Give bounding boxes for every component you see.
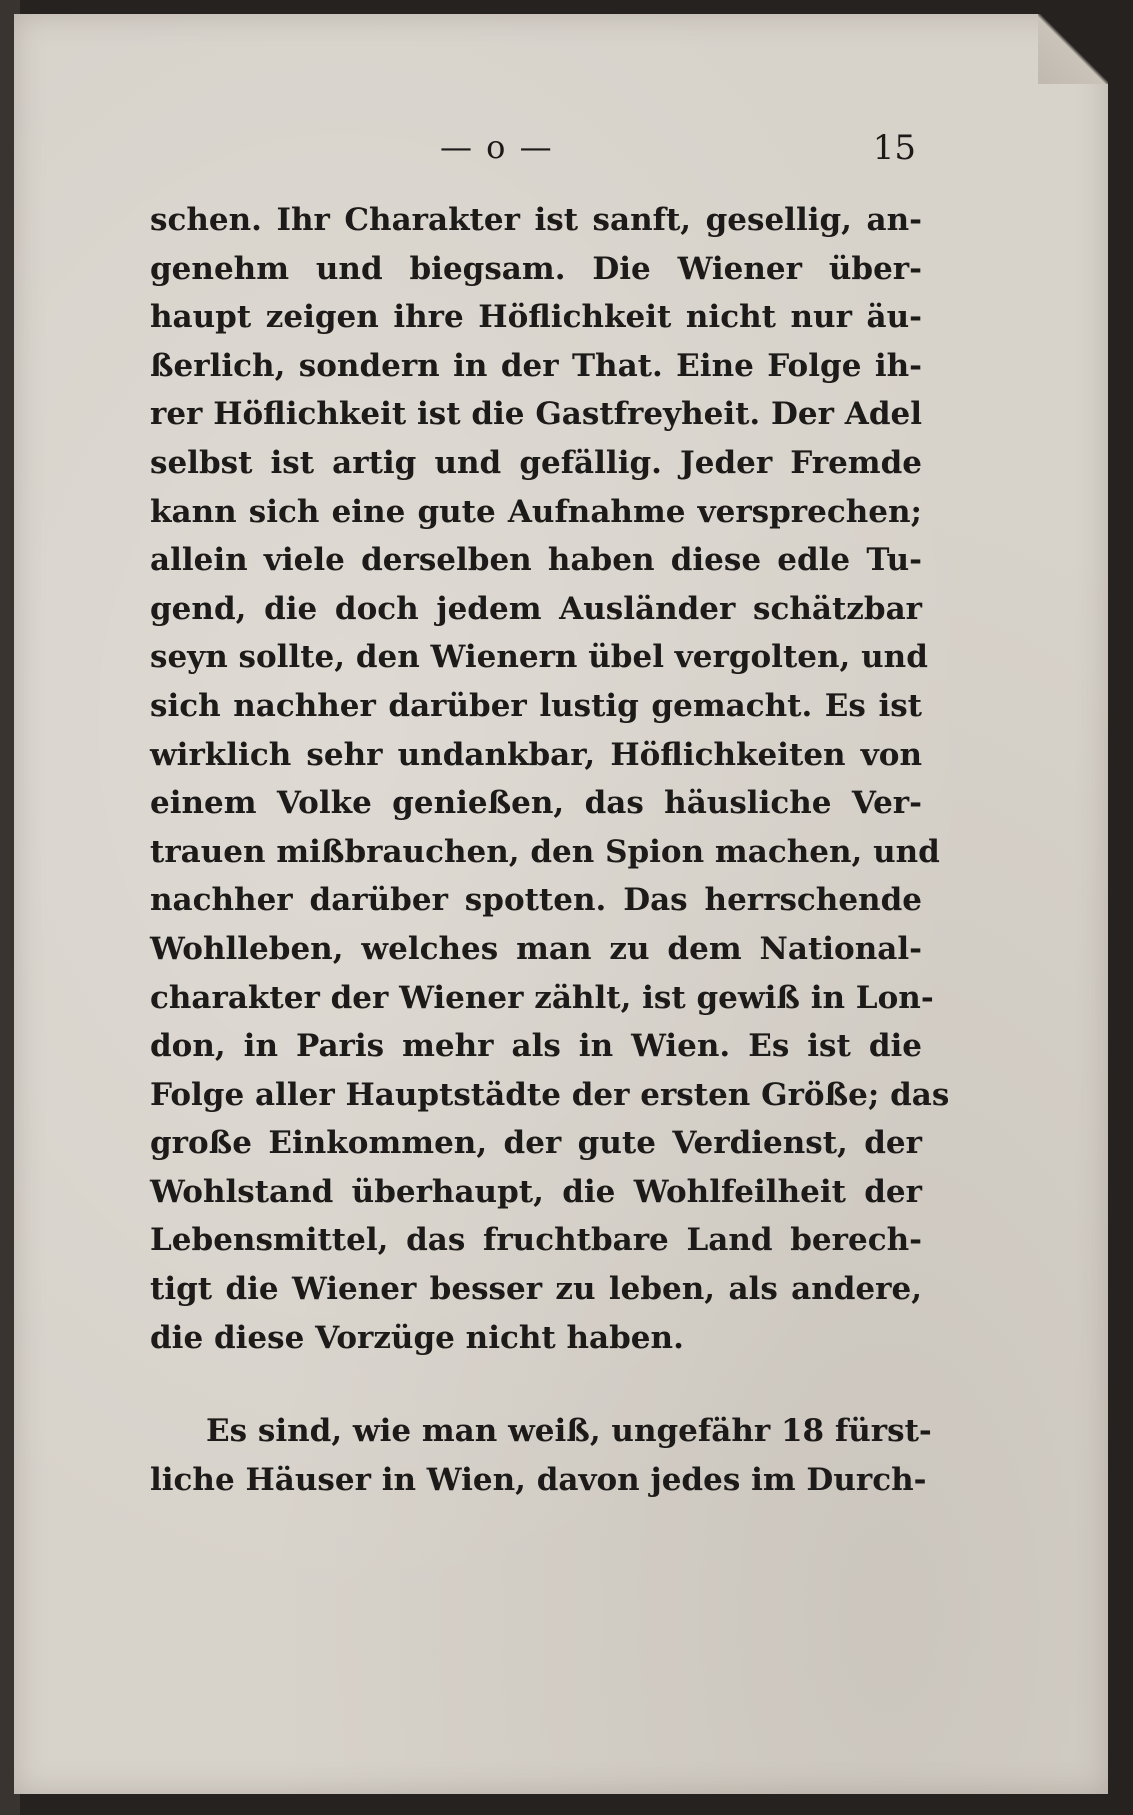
text-line: Es sind, wie man weiß, ungefähr 18 fürst-: [206, 1413, 932, 1450]
header-ornament: — o —: [440, 128, 554, 166]
text-line: liche Häuser in Wien, davon jedes im Durch-: [150, 1461, 927, 1498]
text-line: Wohlstand überhaupt, die Wohlfeilheit der: [150, 1173, 922, 1210]
text-line: Wohlleben, welches man zu dem National-: [150, 930, 922, 967]
text-line: charakter der Wiener zählt, ist gewiß in Lon-: [150, 979, 934, 1016]
text-line: Lebensmittel, das fruchtbare Land berech-: [150, 1222, 922, 1259]
text-line: selbst ist artig und gefällig. Jeder Fremde: [150, 444, 922, 481]
text-line: allein viele derselben haben diese edle Tu-: [150, 542, 922, 579]
text-line: sich nachher darüber lustig gemacht. Es ist: [150, 687, 922, 724]
folded-corner: [1038, 14, 1108, 84]
text-line: wirklich sehr undankbar, Höflichkeiten von: [150, 736, 922, 773]
paragraph-1: [150, 196, 950, 1362]
text-line: Folge aller Hauptstädte der ersten Größe; das: [150, 1076, 950, 1113]
text-line: einem Volke genießen, das häusliche Ver-: [150, 785, 922, 822]
paragraph-gap: [150, 1362, 922, 1407]
text-line: große Einkommen, der gute Verdienst, der: [150, 1125, 922, 1162]
text-line: kann sich eine gute Aufnahme versprechen;: [150, 493, 922, 530]
text-line: rer Höflichkeit ist die Gastfreyheit. Der Adel: [150, 396, 922, 433]
text-line: genehm und biegsam. Die Wiener über-: [150, 250, 922, 287]
text-line: haupt zeigen ihre Höflichkeit nicht nur äu-: [150, 299, 922, 336]
text-line: seyn sollte, den Wienern übel vergolten, und: [150, 639, 928, 676]
text-line: die diese Vorzüge nicht haben.: [150, 1319, 684, 1356]
running-head: [140, 128, 920, 168]
paragraph-2: [150, 1407, 932, 1504]
text-line: gend, die doch jedem Ausländer schätzbar: [150, 590, 922, 627]
body-text: [150, 196, 950, 1504]
text-line: trauen mißbrauchen, den Spion machen, und: [150, 833, 940, 870]
text-line: ßerlich, sondern in der That. Eine Folge ih-: [150, 347, 922, 384]
text-line: don, in Paris mehr als in Wien. Es ist die: [150, 1028, 922, 1065]
page-number: 15: [872, 128, 916, 168]
text-line: schen. Ihr Charakter ist sanft, gesellig, an-: [150, 202, 922, 238]
text-line: nachher darüber spotten. Das herrschende: [150, 882, 922, 919]
text-line: tigt die Wiener besser zu leben, als andere,: [150, 1271, 922, 1308]
